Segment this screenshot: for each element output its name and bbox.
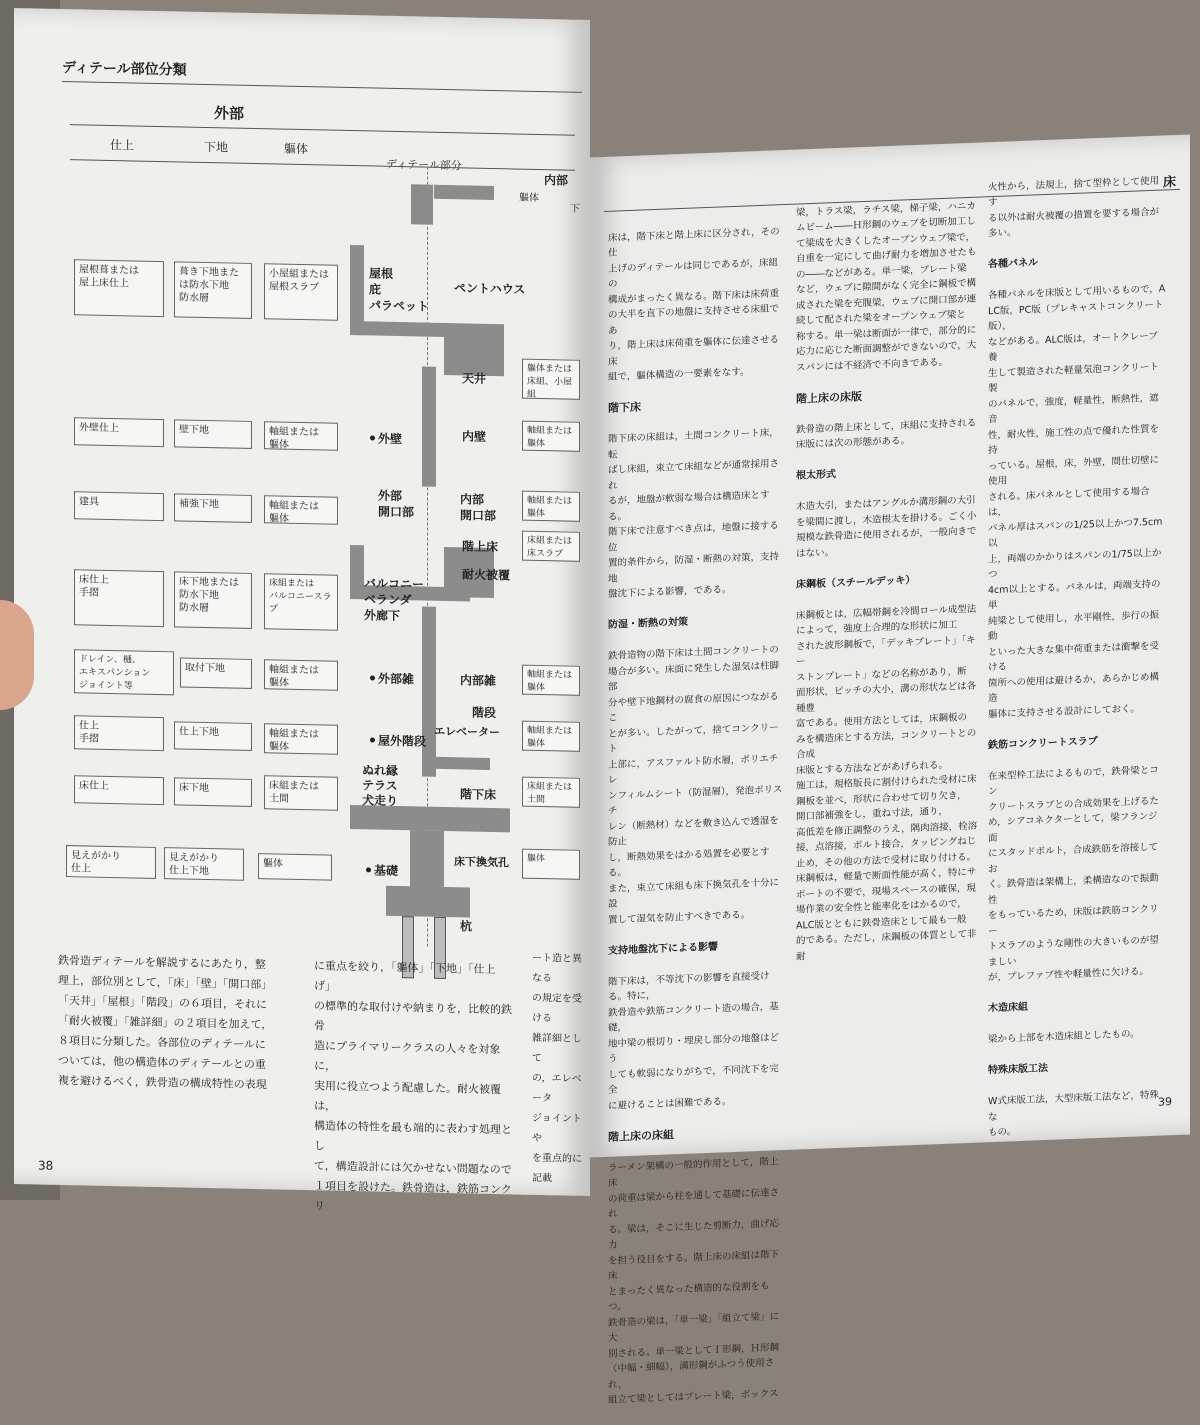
col3-heading-4: 特殊床版工法 xyxy=(988,1062,1048,1077)
row7-base: 取付下地 xyxy=(180,657,252,689)
col3-body-1: 各種パネルを床版として用いるもので，A LC版，PC版（プレキャストコンクリート版）， などがある。ALC版は，オートクレーブ養 生して製造された軽量気泡コンクリート製 のパネルで，強度，軽量性，断熱性，遮音 性，耐火性，施工性の点で優れた性質を持 っている。屋根，床，外壁，間仕切壁に使用 される。床パネルとして使用する場合は， パネル厚はスパンの1/25以上かつ7.5cm以 上，両端のかかりはスパンの1/75以上かつ 4cm以上とする。パネルは，両端支持の単 純梁として使用し，水平剛性，歩行の振動 といった大きな集中荷重または衝撃を受ける 箇所への使用は避けるか，あらかじめ構造 軀体に支持させる設計にしておく。 xyxy=(988,283,1166,720)
roof-parapet xyxy=(411,184,433,224)
row1-finish: 屋根葺または 屋上床仕上 xyxy=(74,259,164,317)
bullet xyxy=(370,435,375,440)
col-base-in: 下 xyxy=(570,203,580,215)
col2-body-3: 床鋼板とは，広幅帯鋼を冷間ロール成型法 によって，強度上合理的な形状に加工 された波形鋼板で，「デッキプレート」「キー ストンプレート」などの名称があり，断 面形状，ピッチの大小，溝の形状などは各種豊 富である。使用方法としては，床鋼板の みを構造床とする方法，コンクリートとの合成 床版とする方法などがあげられる。 施工は，規格版長に割付けられた受材に床 鋼板を並べ，形状に合わせて切り欠き， 開口部補強をし，重ね寸法，通り， 高低差を修正調整のうえ，隅肉溶接，栓溶 接，点溶接，ボルト接合，タッピングねじ 止め，その他の方法で受材に取り付ける。 床鋼板は，軽量で断面性能が高く，特にサ ポートの不要で，現場スペースの確保，現 場作業の安全性と能率化をはかるので， ALC版とともに鉄骨造床として最も一般 的である。ただし，床鋼板の体質として非耐 xyxy=(796,603,978,963)
row7-finish: ドレイン、樋、 エキスパンション ジョイント等 xyxy=(74,649,174,695)
ground-floor-slab xyxy=(350,805,510,832)
stair-step xyxy=(422,757,490,770)
col3-heading-3: 木造床組 xyxy=(988,1001,1028,1015)
section-mark: 床 xyxy=(1162,175,1176,191)
col1-body-1: 階下床の床組は，土間コンクリート床，転 ばし床組，束立て床組などが通常採用され るが，地盤が軟弱な場合は構造床とする。 階下床で注意すべき点は，地盤に接する位 置的条件から，防湿・断熱の対策，支持地 盤沈下による影響，である。 xyxy=(608,427,780,600)
row4-label: 外部 開口部 xyxy=(378,488,415,520)
row9-inner-frame: 床組または 土間 xyxy=(522,777,580,808)
bullet xyxy=(366,867,371,872)
row8-label: 屋外階段 xyxy=(378,733,427,749)
bullet xyxy=(370,737,375,742)
col1-intro: 床は，階下床と階上床に区分され，その仕 上げのディテールは同じであるが，床組の 構成がまったく異なる。階下床は床荷重 の大半を直下の地盤に支持させる床組であ り，階上床は床荷重を軀体に伝達させる床 組で，軀体構造の一要素をなす。 xyxy=(608,225,780,383)
row3-finish: 外壁仕上 xyxy=(74,417,164,447)
row8-inner-frame: 軸組または 軀体 xyxy=(522,721,580,752)
col3-top: 火性から，法規上，捨て型枠として使用す る以外は耐火被覆の措置を要する場合が多い。 xyxy=(988,175,1160,240)
section-interior: 内部 xyxy=(544,173,569,188)
row10-inner-label: 床下換気孔 xyxy=(454,855,509,870)
col3-body-2: 在来型枠工法によるもので，鉄骨梁とコン クリートスラブとの合成効果を上げるた め，シアコネクターとして，梁フランジ面 にスタッドボルト，合成鉄筋を溶接してお く。鉄骨造は架構上，柔構造なので振動性 をもっているため，床版は鉄筋コンクリー トスラブのような剛性の大きいものが望ましい が，プレファブ性や軽量性に欠ける。 xyxy=(988,764,1159,984)
foundation xyxy=(410,830,444,891)
row4-inner-frame: 軸組または 軀体 xyxy=(522,491,580,522)
col3-body-4: W式床版工法，大型床版工法など，特殊な もの。 xyxy=(988,1089,1159,1139)
row4-base: 補強下地 xyxy=(174,493,252,523)
roof-slab xyxy=(350,321,450,337)
row2-inner-label: 天井 xyxy=(462,371,487,386)
col3-heading-1: 各種パネル xyxy=(988,257,1038,271)
row7-frame: 軸組または 軀体 xyxy=(264,659,338,691)
col-finish: 仕上 xyxy=(110,137,135,153)
col1-body-3: 階下床は，不等沈下の影響を直接受ける。特に， 鉄骨造や鉄筋コンクリート造の場合，基礎， 地中梁の根切り・埋戻し部分の地盤はどう しても軟弱になりがちで，不同沈下を完全 に避けることは困難である。 xyxy=(608,970,780,1112)
row8-frame: 軸組または 軀体 xyxy=(264,723,338,755)
bullet xyxy=(370,675,375,680)
column-1 xyxy=(608,208,786,1406)
row2-inner-frame: 軀体または 床組、小屋組 xyxy=(522,359,580,400)
column-lower xyxy=(422,607,436,777)
row10-inner-frame: 軀体 xyxy=(522,849,580,880)
row4-frame: 軸組または 軀体 xyxy=(264,495,338,525)
row10-frame: 軀体 xyxy=(258,853,332,881)
col1-heading-1: 階下床 xyxy=(608,400,641,415)
page-header: ディテール部位分類 xyxy=(62,59,187,79)
col2-heading-3: 床鋼板（スチールデッキ） xyxy=(796,574,916,591)
header-rule xyxy=(62,81,582,93)
row10-base: 見えがかり 仕上下地 xyxy=(164,847,244,881)
rule xyxy=(70,124,575,136)
paragraph-1: 鉄骨造ディテールを解説するにあたり，整 理上，部位別として，「床」「壁」「開口部」 「天井」「屋根」「階段」の６項目，それに 「耐火被覆」「雑詳細」の２項目を加えて， ８項目に分類した。各部位のディテールに ついては，他の構造体のディテールとの重 複を避けるべく，鉄骨造の構成特性の表現 xyxy=(58,953,273,1092)
row8-finish: 仕上 手摺 xyxy=(74,715,164,751)
row9-label: ぬれ縁 テラス 犬走り xyxy=(362,763,399,809)
col-base: 下地 xyxy=(204,139,229,155)
row5-inner-frame: 床組または 床スラブ xyxy=(522,531,580,562)
row3-frame: 軸組または 軀体 xyxy=(264,421,338,451)
paragraph-2: に重点を絞り，「軀体」「下地」「仕上げ」 の標準的な取付けや納まりを，比較的鉄骨 造にプライマリークラスの人々を対象に， 実用に役立つよう配慮した。耐火被覆は， 構造体の特性を最も端的に表わす処理とし て，構造設計には欠かせない問題なので １項目を設けた。鉄骨造は，鉄筋コンクリ xyxy=(314,959,512,1213)
row9-base: 床下地 xyxy=(174,777,252,807)
row9-inner-label: 階下床 xyxy=(460,787,497,803)
row1-inner-label: ペントハウス xyxy=(454,281,526,297)
row7-label: 外部雑 xyxy=(378,671,415,687)
row9-frame: 床組または 土間 xyxy=(264,775,338,811)
row7-inner-frame: 軸組または 軀体 xyxy=(522,665,580,696)
row6-label: バルコニー ベランダ 外廊下 xyxy=(364,576,425,624)
row7-inner-label: 内部雑 xyxy=(460,673,497,689)
paragraph-3: ート造と異なる の規定を受ける 雑詳細として の，エレベータ ジョイントや を重点的に記載 xyxy=(532,952,582,1185)
col2-intro: 梁，トラス梁，ラチス梁，梯子梁，ハニカ ムビーム――Ｈ形鋼のウェブを切断加工し て梁成を大きくしたオープンウェブ梁で， 自重を一定にして曲げ耐力を増加させたも の――などがある。単一梁，プレート梁 など，ウェブに隙間がなく完全に鋼板で構 成された梁を充腹梁，ウェブに開口部が連 続して配された梁をオープンウェブ梁と 称する。単一梁は断面が一律で，部分的に 応力に応じた断面調整ができないので，大 スパンには不経済で不向きである。 xyxy=(796,200,977,374)
pile-label: 杭 xyxy=(460,919,473,934)
row4-inner-label: 内部 開口部 xyxy=(460,492,497,524)
row1-base: 葺き下地また は防水下地 防水層 xyxy=(174,261,252,319)
rule xyxy=(70,159,575,171)
row5-inner-label: 階上床 xyxy=(462,539,499,555)
col2-heading-1: 階上床の床版 xyxy=(796,389,862,406)
fire-protection-label: 耐火被覆 xyxy=(462,567,511,583)
page-number-left: 38 xyxy=(38,1158,54,1173)
col2-heading-2: 根太形式 xyxy=(796,469,836,482)
left-page xyxy=(14,8,590,1213)
row9-finish: 床仕上 xyxy=(74,775,164,805)
row3-base: 壁下地 xyxy=(174,419,252,449)
row3-inner-frame: 軸組または 軀体 xyxy=(522,421,580,452)
col2-body-1: 鉄骨造の階上床として，床組に支持される 床版には次の形態がある。 xyxy=(796,417,977,451)
thumb xyxy=(0,600,34,710)
page-number-right: 39 xyxy=(1158,1095,1172,1109)
col-frame-in: 軀体 xyxy=(519,192,539,204)
col-detail: ディテール部分 xyxy=(386,157,462,173)
row3-inner-label: 内壁 xyxy=(462,429,487,444)
col1-heading-2: 防湿・断熱の対策 xyxy=(608,616,688,631)
row6-base: 床下地または 防水下地 防水層 xyxy=(174,571,252,629)
row10-finish: 見えがかり 仕上 xyxy=(66,845,156,879)
row6-frame: 床組または バルコニースラブ xyxy=(264,573,338,631)
col1-heading-3: 支持地盤沈下による影響 xyxy=(608,941,718,957)
row10-label: 基礎 xyxy=(374,863,399,879)
row1-label: 屋根 庇 パラペット xyxy=(369,266,430,314)
row8-inner-label2: エレベーター xyxy=(434,724,500,740)
col1-body-4: ラーメン架構の一般的作用として，階上床 の荷重は梁から柱を通して基礎に伝達され る。梁は，そこに生じた剪断力，曲げ応力 を担う役目をする。階上床の床組は階下床 とまったく異なった構造的な役割をもつ。 鉄骨造の梁は，「単一梁」「組立て梁」に大 別される。単一梁としてＩ形鋼，Ｈ形鋼 （中幅・細幅），溝形鋼がふつう使用され， 組立て梁としてはプレート梁，ボックス xyxy=(608,1155,780,1406)
row3-label: 外壁 xyxy=(378,431,403,447)
col1-body-2: 鉄骨造物の階下床は土間コンクリートの 場合が多い。床面に発生した湿気は柱脚部 分や壁下地鋼材の腐食の原因につながるこ とが多い。したがって，捨てコンクリート 上部に，アスファルト防水層，ポリエチレ ンフィルムシート（防湿層），発泡ポリスチ レン（断熱材）などを敷き込んで透湿を防止 し，断熱効果をはかる処置を必要とする。 また，束立て床組も床下換気孔を十分に設 置して湿気を防止すべきである。 xyxy=(608,644,783,926)
column-2 xyxy=(796,183,980,1090)
col3-body-3: 梁から上部を木造床組としたもの。 xyxy=(988,1028,1140,1046)
penthouse-roof xyxy=(434,185,494,200)
right-page xyxy=(590,134,1190,1406)
row6-finish: 床仕上 手摺 xyxy=(74,569,164,627)
row8-inner-label: 階段 xyxy=(472,705,497,721)
row4-finish: 建具 xyxy=(74,491,164,521)
footing xyxy=(386,886,470,918)
ceiling-beam xyxy=(444,323,504,376)
column-upper xyxy=(422,367,436,487)
col-frame: 軀体 xyxy=(284,141,309,157)
row8-base: 仕上下地 xyxy=(174,721,252,751)
col2-body-2: 木造大引，またはアングルか溝形鋼の大引 を梁間に渡し，木造根太を掛ける。ごく小 規模な鉄骨造に使用されるが，一般向きで はない。 xyxy=(796,494,977,560)
col3-heading-2: 鉄筋コンクリートスラブ xyxy=(988,735,1098,751)
row1-frame: 小屋組または 屋根スラブ xyxy=(264,263,338,321)
section-exterior: 外部 xyxy=(214,104,245,123)
col1-heading-4: 階上床の床組 xyxy=(608,1127,674,1144)
